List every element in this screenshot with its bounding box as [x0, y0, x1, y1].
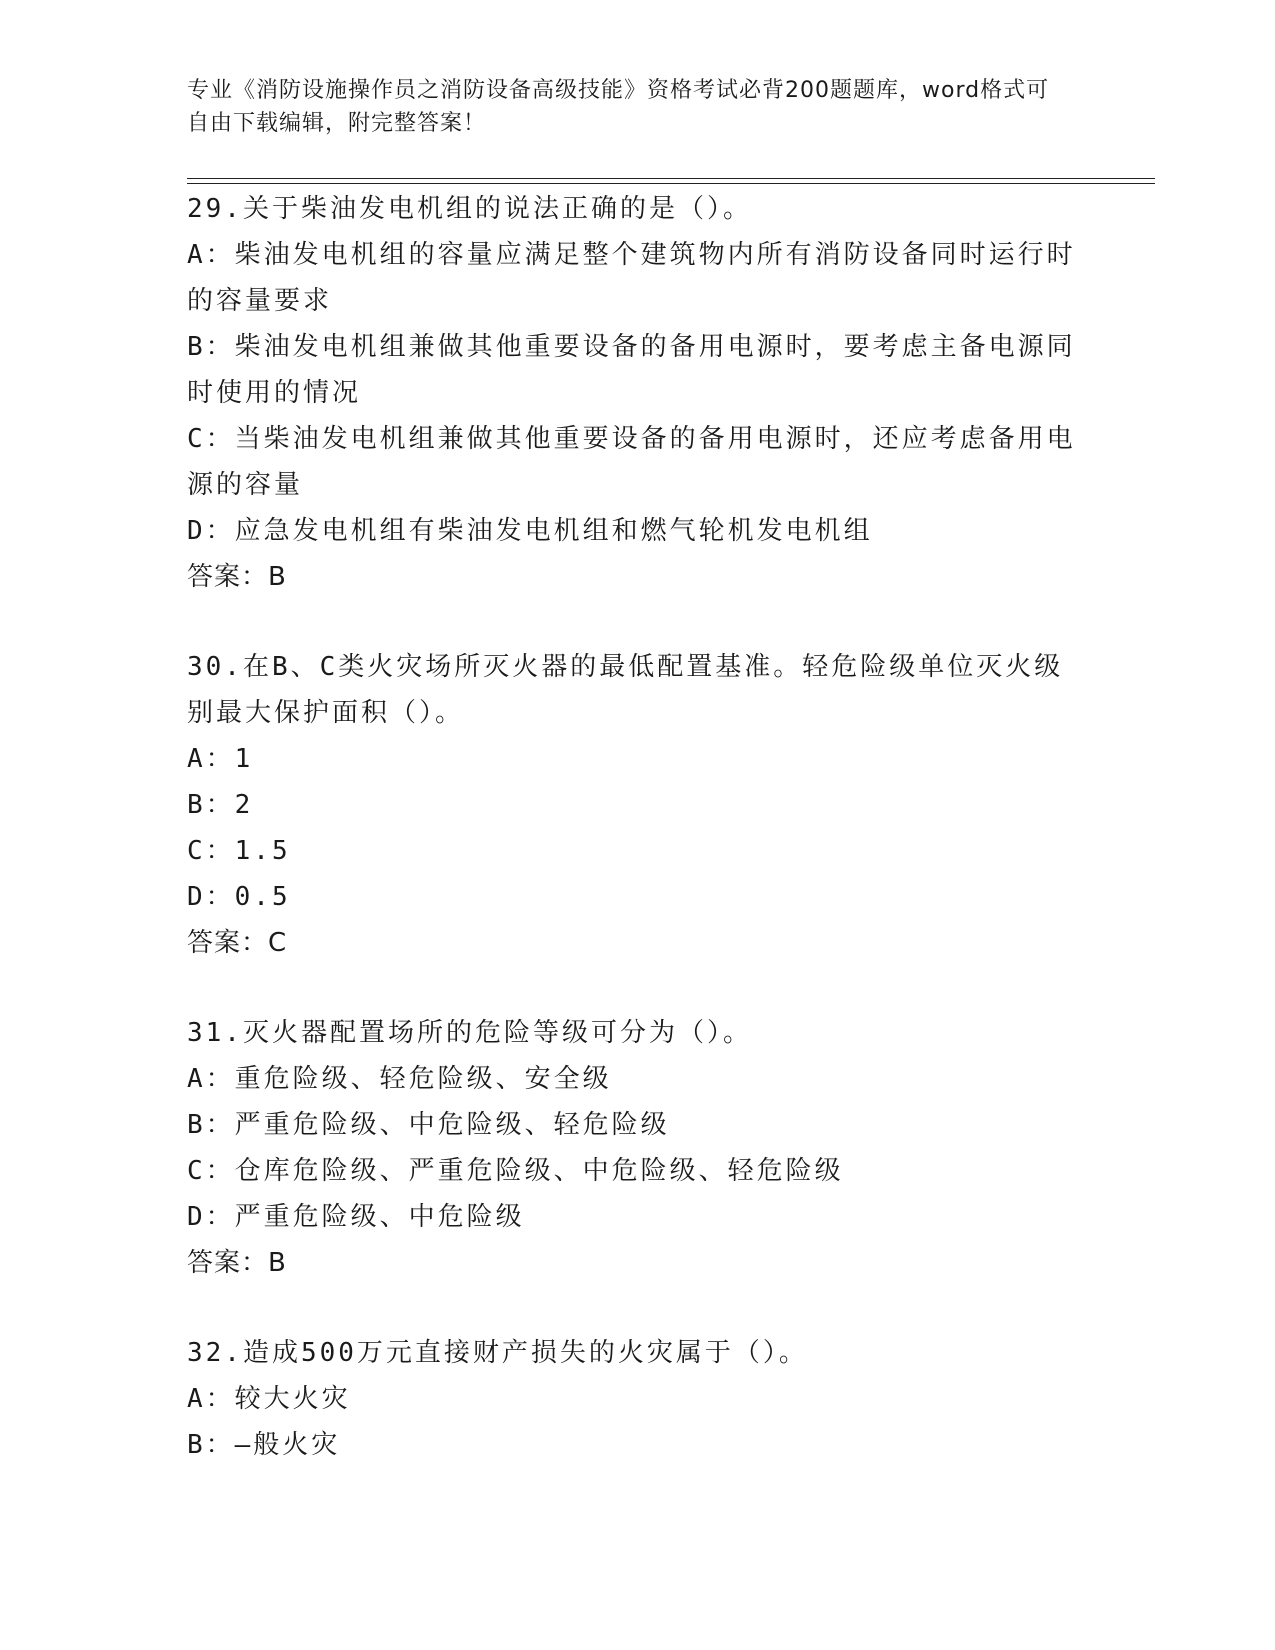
option-a: A：较大火灾 — [187, 1384, 351, 1414]
answer: 答案：B — [187, 562, 287, 592]
option-a: A：柴油发电机组的容量应满足整个建筑物内所有消防设备同时运行时 — [187, 240, 1076, 270]
question-29 — [187, 186, 1087, 600]
option-b-continued: 时使用的情况 — [187, 378, 362, 408]
option-c: C：1.5 — [187, 836, 291, 866]
question-text: 32.造成500万元直接财产损失的火灾属于（）。 — [187, 1338, 808, 1368]
question-30 — [187, 644, 1087, 966]
question-list — [187, 186, 1087, 1468]
document-header: 专业《消防设施操作员之消防设备高级技能》资格考试必背200题题库，word格式可自由下载编辑，附完整答案！ — [187, 78, 1050, 136]
answer: 答案：B — [187, 1248, 287, 1278]
option-d: D：0.5 — [187, 882, 291, 912]
question-spacer — [187, 966, 1087, 1010]
option-b: B：柴油发电机组兼做其他重要设备的备用电源时，要考虑主备电源同 — [187, 332, 1076, 362]
option-a-continued: 的容量要求 — [187, 286, 333, 316]
question-spacer — [187, 600, 1087, 644]
question-text-continued: 别最大保护面积（）。 — [187, 698, 465, 728]
question-text: 30.在B、C类火灾场所灭火器的最低配置基准。轻危险级单位灭火级 — [187, 652, 1064, 682]
option-c: C：当柴油发电机组兼做其他重要设备的备用电源时，还应考虑备用电 — [187, 424, 1076, 454]
question-spacer — [187, 1286, 1087, 1330]
question-32 — [187, 1330, 1087, 1468]
header-divider-bottom — [187, 183, 1155, 184]
option-c-continued: 源的容量 — [187, 470, 304, 500]
option-b: B：2 — [187, 790, 254, 820]
option-d: D：应急发电机组有柴油发电机组和燃气轮机发电机组 — [187, 516, 873, 546]
option-c: C：仓库危险级、严重危险级、中危险级、轻危险级 — [187, 1156, 844, 1186]
question-text: 29.关于柴油发电机组的说法正确的是（）。 — [187, 194, 752, 224]
option-b: B：—般火灾 — [187, 1430, 341, 1460]
header-divider-top — [187, 178, 1155, 179]
question-text: 31.灭火器配置场所的危险等级可分为（）。 — [187, 1018, 752, 1048]
option-a: A：重危险级、轻危险级、安全级 — [187, 1064, 612, 1094]
answer: 答案：C — [187, 928, 288, 958]
option-d: D：严重危险级、中危险级 — [187, 1202, 525, 1232]
option-a: A：1 — [187, 744, 254, 774]
question-31 — [187, 1010, 1087, 1286]
option-b: B：严重危险级、中危险级、轻危险级 — [187, 1110, 670, 1140]
